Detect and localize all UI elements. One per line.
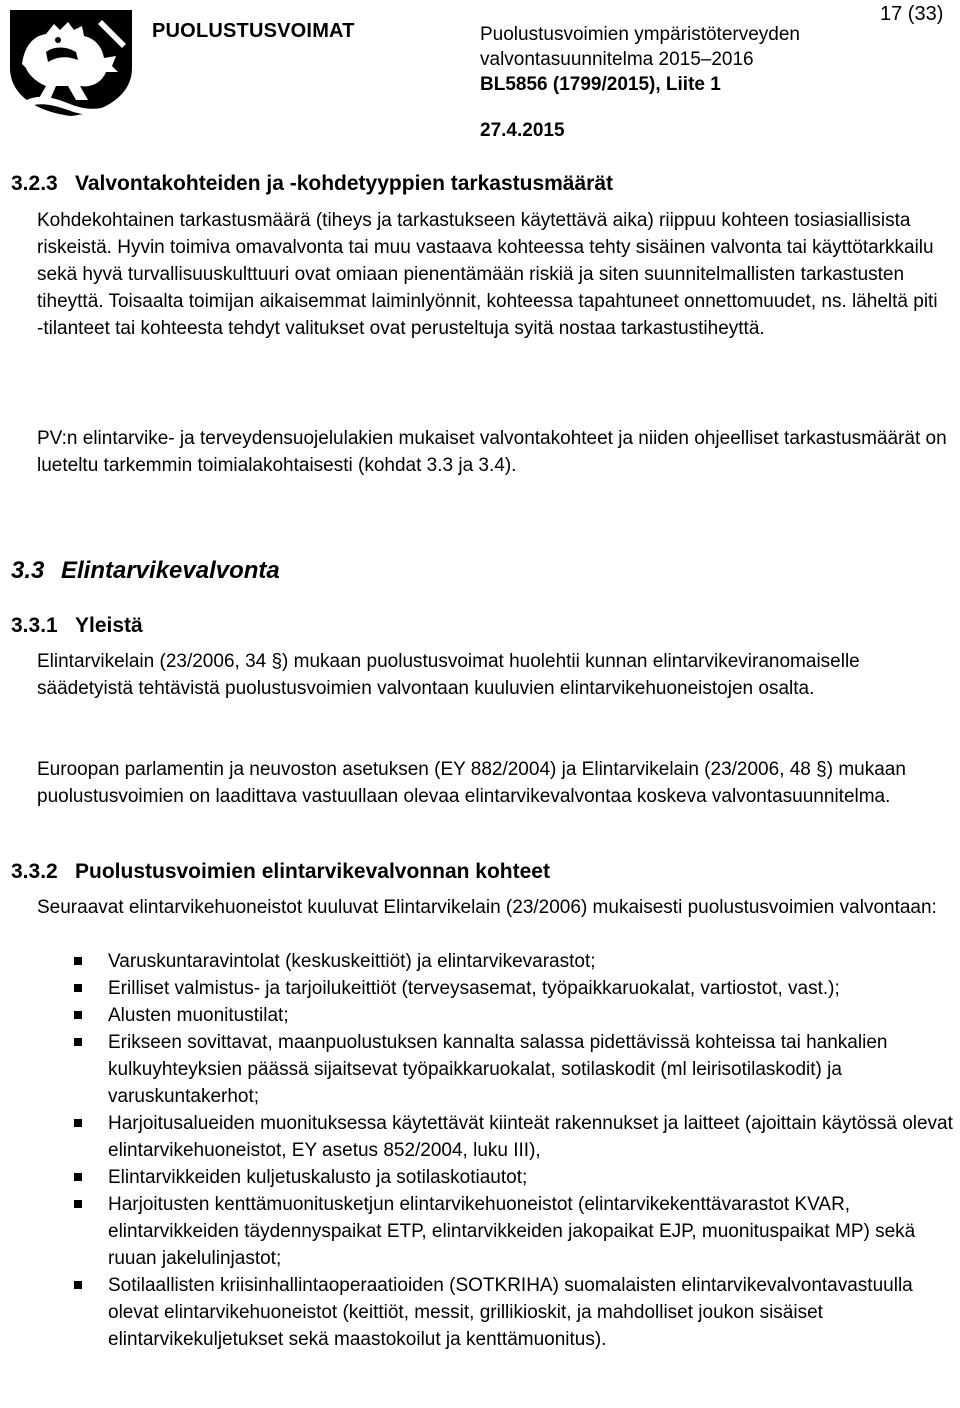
page-number: 17 (33) — [880, 3, 944, 25]
paragraph-inspection-frequency: Kohdekohtainen tarkastusmäärä (tiheys ja tarkastukseen käytettävä aika) riippuu kohteen tosiasiallisista riskeistä. Hyvin toimiva omavalvonta tai muu vastaava kohteessa tehty sisäinen valvonta tai käyttötarkkailu sekä hyvä turvallisuuskulttuuri ovat omiaan pienentämään riskiä ja siten suunnitelmallisten tarkastusten tiheyttä. Toisaalta toimijan aikaisemmat laiminlyönnit, kohteessa tapahtuneet onnettomuudet, ns. läheltä piti -tilanteet tai kohteesta tehdyt valitukset ovat perusteltuja syitä nostaa tarkastustiheyttä. — [37, 210, 938, 339]
section-heading-3-3-1 — [11, 614, 143, 638]
section-heading-3-3 — [11, 557, 280, 585]
list-item: Sotilaallisten kriisinhallintaoperaatioiden (SOTKRIHA) suomalaisten elintarvikevalvontavastuulla olevat elintarvikehuoneistot (keittiöt, messit, grillikioskit, ja mahdolliset joukon sisäiset elintarvikekuljetukset sekä maastokoilut ja kenttämuonitus). — [68, 1272, 958, 1353]
organization-name: PUOLUSTUSVOIMAT — [152, 20, 355, 42]
section-heading-3-3-2 — [11, 860, 550, 884]
list-item: Elintarvikkeiden kuljetuskalusto ja sotilaskotiautot; — [68, 1164, 958, 1191]
list-item: Harjoitusalueiden muonituksessa käytettävät kiinteät rakennukset ja laitteet (ajoittain käytössä olevat elintarvikehuoneistot, EY asetus 852/2004, luku III), — [68, 1110, 958, 1164]
section-heading-3-2-3 — [11, 172, 613, 196]
section-number: 3.3.1 — [11, 614, 58, 637]
section-title: Elintarvikevalvonta — [61, 557, 280, 584]
list-item: Erikseen sovittavat, maanpuolustuksen kannalta salassa pidettävissä kohteissa tai hankalien kulkuyhteyksien päässä sijaitsevat työpaikkaruokalat, sotilaskodit (ml leirisotilaskodit) ja varuskuntakerhot; — [68, 1029, 958, 1110]
list-item: Alusten muonitustilat; — [68, 1002, 958, 1029]
list-item: Erilliset valmistus- ja tarjoilukeittiöt (terveysasemat, työpaikkaruokalat, vartiostot, vast.); — [68, 975, 958, 1002]
paragraph-food-law: Elintarvikelain (23/2006, 34 §) mukaan puolustusvoimat huolehtii kunnan elintarvikeviranomaiselle säädetyistä tehtävistä puolustusvoimien valvontaan kuuluvien elintarvikehuoneistojen osalta. — [37, 651, 860, 699]
section-number: 3.3.2 — [11, 860, 58, 883]
section-number: 3.3 — [11, 557, 45, 584]
document-title-line-2: valvontasuunnitelma 2015–2016 — [480, 49, 754, 70]
puolustusvoimat-lion-emblem — [6, 6, 136, 118]
document-reference: BL5856 (1799/2015), Liite 1 — [480, 74, 721, 95]
section-title: Puolustusvoimien elintarvikevalvonnan kohteet — [75, 860, 550, 883]
document-date: 27.4.2015 — [480, 120, 565, 141]
list-item: Harjoitusten kenttämuonitusketjun elintarvikehuoneistot (elintarvikekenttävarastot KVAR, elintarvikkeiden täydennyspaikat ETP, elintarvikkeiden jakopaikat EJP, muonituspaikat MP) sekä ruuan jakelulinjastot; — [68, 1191, 958, 1272]
document-header — [480, 22, 800, 97]
paragraph-inspection-targets: PV:n elintarvike- ja terveydensuojelulakien mukaiset valvontakohteet ja niiden ohjeelliset tarkastusmäärät on lueteltu tarkemmin toimialakohtaisesti (kohdat 3.3 ja 3.4). — [37, 428, 947, 476]
section-title: Valvontakohteiden ja -kohdetyyppien tarkastusmäärät — [75, 172, 614, 195]
document-title-line-1: Puolustusvoimien ympäristöterveyden — [480, 24, 800, 45]
section-title: Yleistä — [75, 614, 143, 637]
paragraph-list-intro: Seuraavat elintarvikehuoneistot kuuluvat Elintarvikelain (23/2006) mukaisesti puolustusvoimien valvontaan: — [37, 897, 937, 918]
food-premises-list — [68, 948, 958, 1353]
paragraph-eu-regulation: Euroopan parlamentin ja neuvoston asetuksen (EY 882/2004) ja Elintarvikelain (23/2006, 48 §) mukaan puolustusvoimien on laadittava vastuullaan olevaa elintarvikevalvontaa koskeva valvontasuunnitelma. — [37, 759, 906, 807]
section-number: 3.2.3 — [11, 172, 58, 195]
list-item: Varuskuntaravintolat (keskuskeittiöt) ja elintarvikevarastot; — [68, 948, 958, 975]
